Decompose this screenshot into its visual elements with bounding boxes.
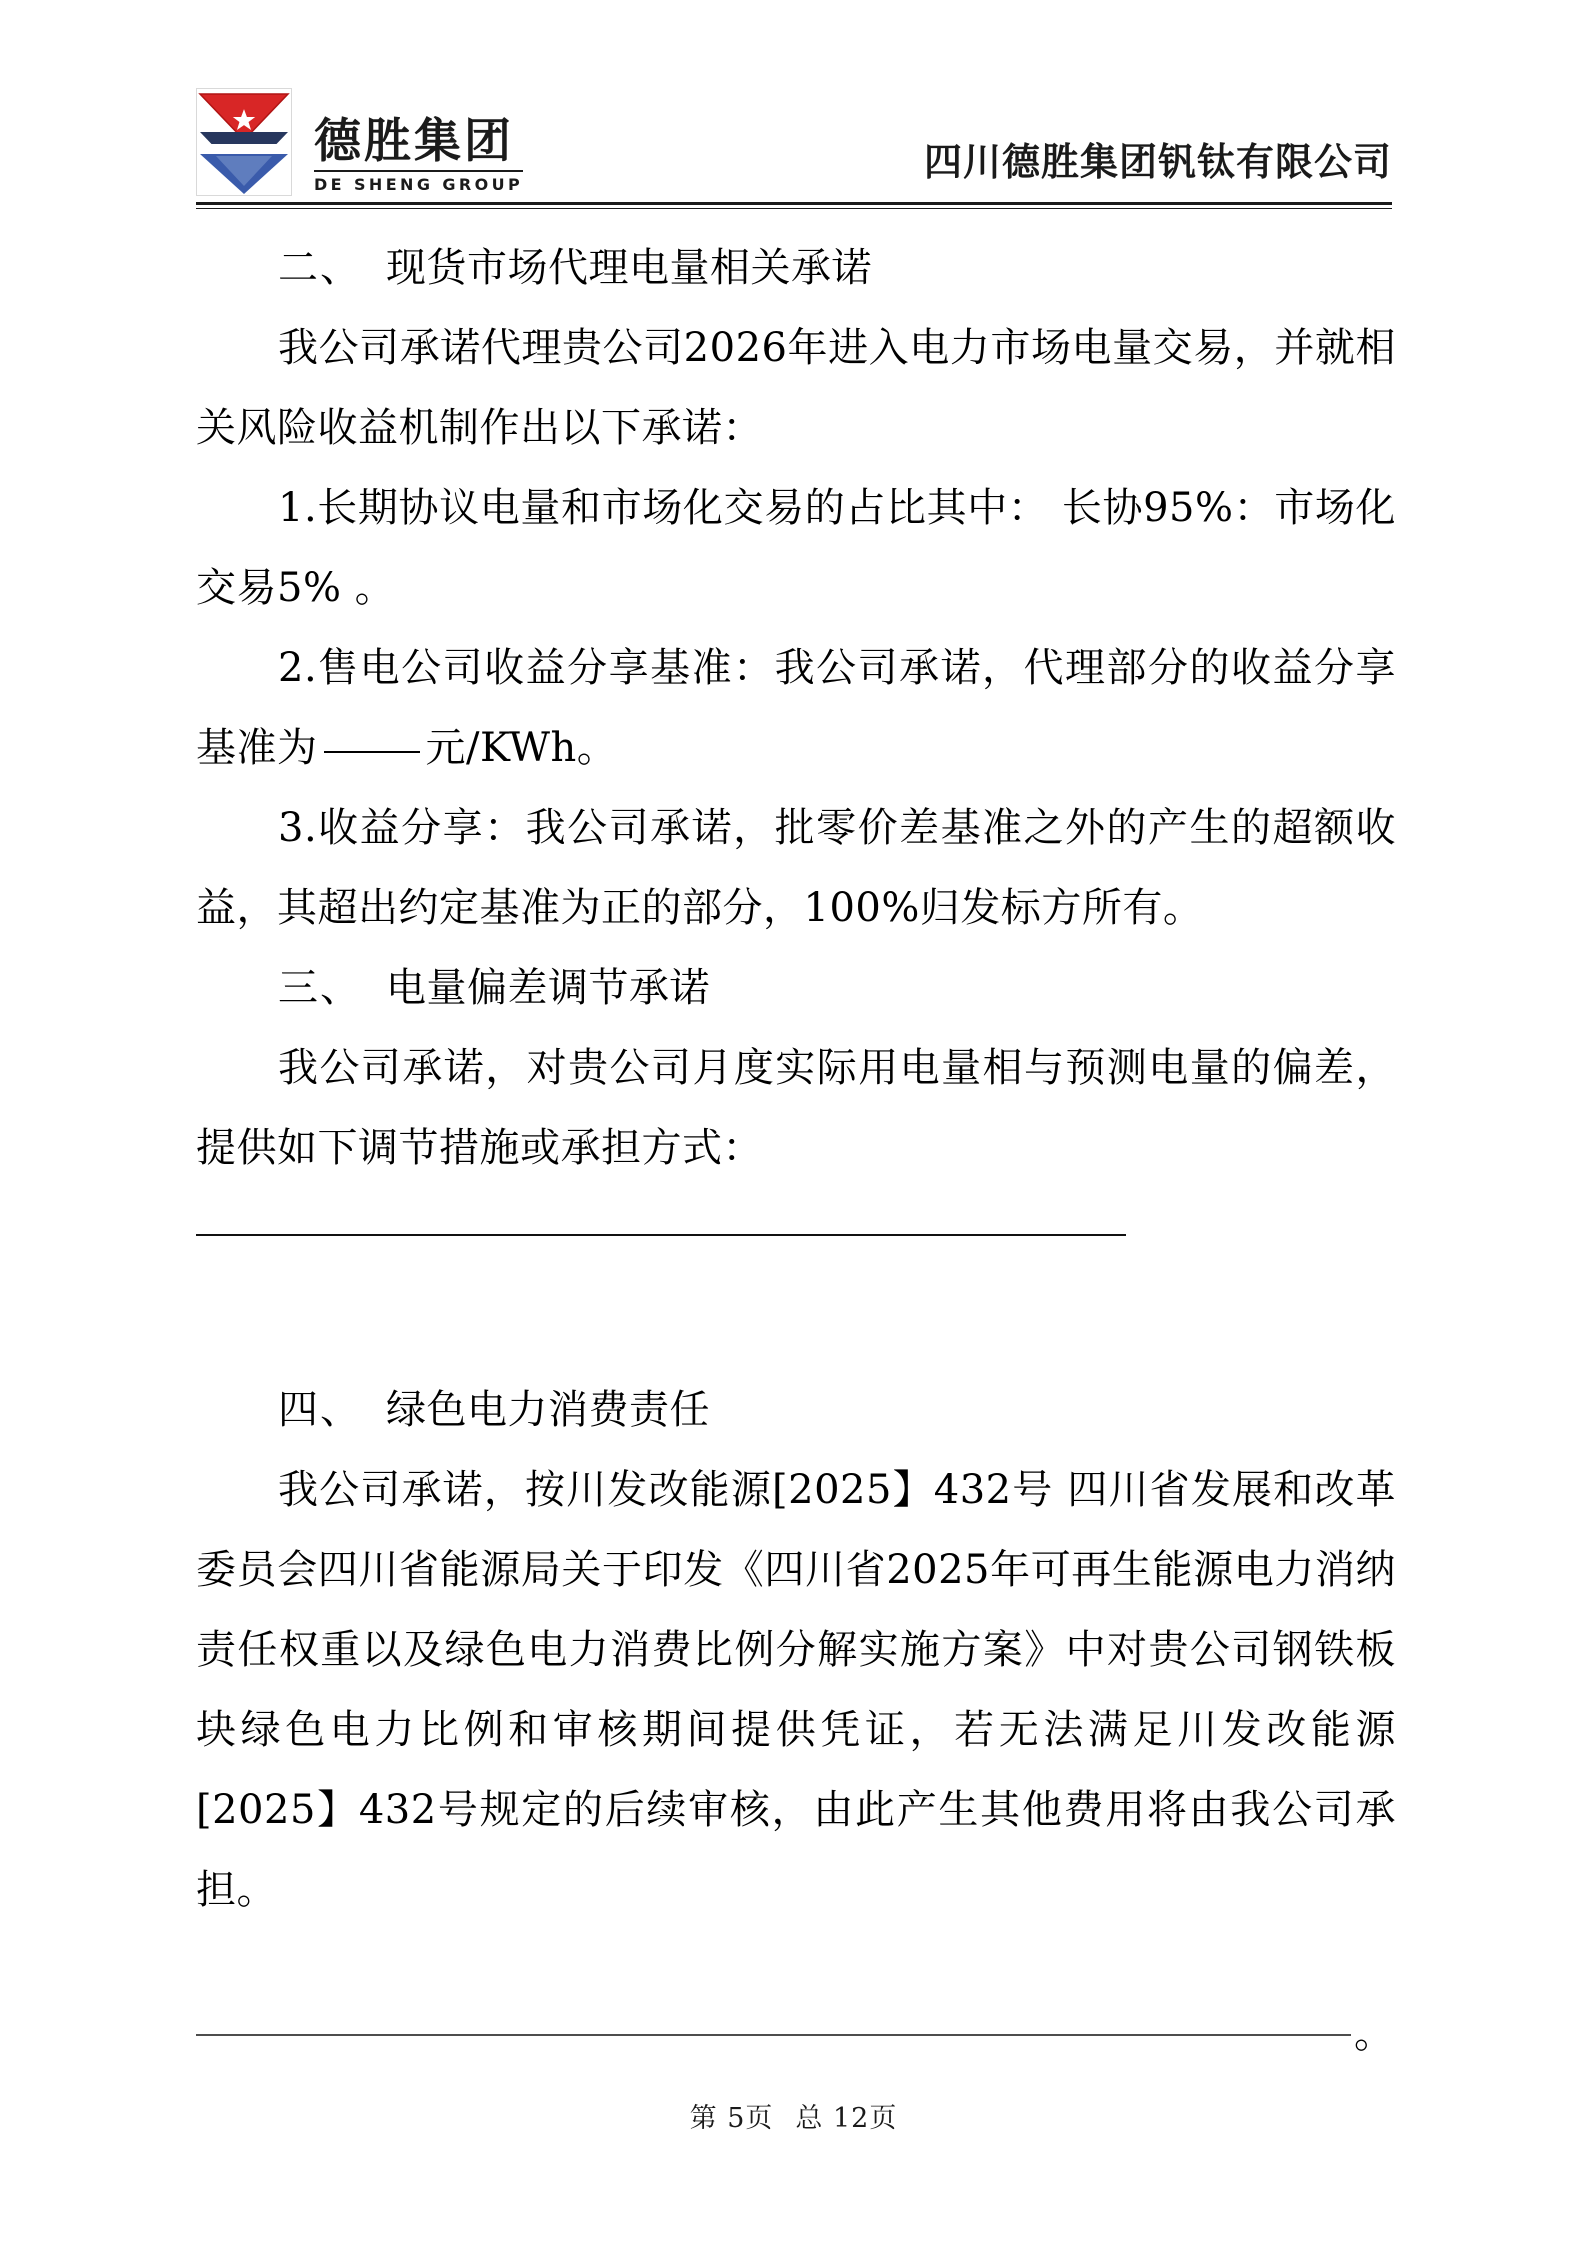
company-logo — [196, 86, 523, 196]
item-1-text: 长期协议电量和市场化交易的占比其中： 长协95%：市场化交易5% 。 — [196, 485, 1396, 611]
item-2-text-after: 元/KWh。 — [425, 725, 618, 771]
section-three-spacer — [196, 1266, 1396, 1370]
section-two-title: 现货市场代理电量相关承诺 — [386, 245, 872, 291]
section-two-number: 二、 — [278, 245, 362, 291]
section-three-title: 电量偏差调节承诺 — [386, 965, 710, 1011]
item-3-text: 收益分享：我公司承诺，批零价差基准之外的产生的超额收益，其超出约定基准为正的部分，100%归发标方所有。 — [196, 805, 1396, 931]
document-body — [196, 228, 1396, 2072]
section-two-item-3 — [196, 788, 1396, 948]
section-four-heading — [196, 1370, 1396, 1450]
section-four-fill-in-rule — [196, 2034, 1351, 2036]
page-footer — [0, 2096, 1587, 2135]
logo-english-name: DE SHENG GROUP — [314, 175, 524, 194]
page-header — [196, 68, 1392, 200]
section-two-heading — [196, 228, 1396, 308]
item-2-text-before: 售电公司收益分享基准：我公司承诺，代理部分的收益分享基准为 — [196, 645, 1396, 771]
section-three-fill-in-rule — [196, 1234, 1126, 1236]
revenue-benchmark-blank-field[interactable] — [324, 751, 420, 753]
section-two-item-2 — [196, 628, 1396, 788]
item-2-label: 2. — [278, 645, 318, 691]
logo-chinese-name: 德胜集团 — [314, 114, 514, 170]
section-four-intro: 我公司承诺，按川发改能源[2025】432号 四川省发展和改革委员会四川省能源局关于印发《四川省2025年可再生能源电力消纳责任权重以及绿色电力消费比例分解实施方案》中对贵公司钢铁板块绿色电力比例和审核期间提供凭证，若无法满足川发改能源[2025】432号规定的后续审核，由此产生其他费用将由我公司承担。 — [196, 1467, 1396, 1913]
section-three-intro: 我公司承诺，对贵公司月度实际用电量相与预测电量的偏差，提供如下调节措施或承担方式： — [196, 1045, 1396, 1171]
section-three-number: 三、 — [278, 965, 362, 1011]
logo-wordmark — [314, 114, 524, 194]
header-divider-rule — [196, 202, 1392, 209]
section-four-title: 绿色电力消费责任 — [386, 1387, 710, 1433]
section-two-item-1 — [196, 468, 1396, 628]
section-four-spacer — [196, 1930, 1396, 1994]
section-three-heading — [196, 948, 1396, 1028]
item-3-label: 3. — [278, 805, 318, 851]
footer-total-pages: 总 12页 — [795, 2103, 898, 2134]
section-four-fill-in-tail: 。 — [1354, 2011, 1394, 2057]
footer-current-page: 第 5页 — [689, 2103, 774, 2134]
section-two-intro: 我公司承诺代理贵公司2026年进入电力市场电量交易，并就相关风险收益机制作出以下承诺： — [196, 325, 1396, 451]
section-four-number: 四、 — [278, 1387, 362, 1433]
logo-divider — [314, 170, 523, 172]
section-four-fill-in-line[interactable] — [196, 1994, 1396, 2072]
de-sheng-chevron-shield-logo-icon — [196, 88, 292, 196]
header-company-name: 四川德胜集团钒钛有限公司 — [923, 140, 1392, 184]
section-three-fill-in-line[interactable] — [196, 1188, 1396, 1266]
item-1-label: 1. — [278, 485, 318, 531]
